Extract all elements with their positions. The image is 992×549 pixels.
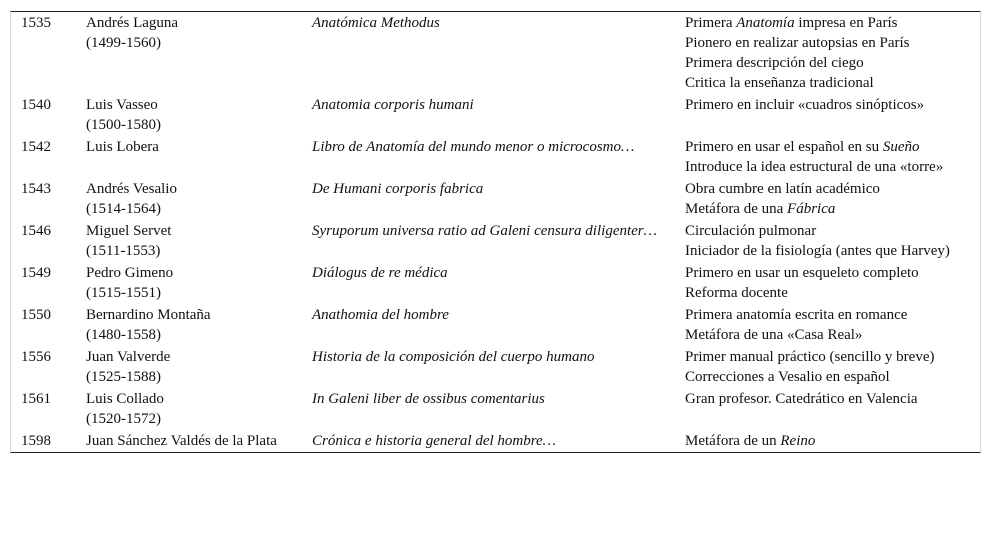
contribution-cell [685,178,980,220]
author-cell [86,94,312,136]
year-cell: 1546 [21,223,51,239]
author-name: Bernardino Montaña [86,307,211,323]
author-dates: (1515-1551) [86,285,161,301]
contribution-line: Metáfora de una Fábrica [685,201,836,217]
contribution-cell [685,304,980,346]
contribution-line: Primero en usar el español en su Sueño [685,139,920,155]
author-dates: (1511-1553) [86,243,161,259]
year-cell: 1598 [21,433,51,449]
contribution-line: Primero en incluir «cuadros sinópticos» [685,97,925,113]
year-cell: 1540 [21,97,51,113]
author-dates: (1514-1564) [86,201,161,217]
author-name: Miguel Servet [86,223,172,239]
contribution-line: Primera Anatomía impresa en París [685,15,898,31]
table-row [11,136,980,178]
year-cell: 1543 [21,181,51,197]
year-cell: 1549 [21,265,51,281]
table-row [11,430,980,452]
author-name: Andrés Vesalio [86,181,177,197]
contribution-line: Gran profesor. Catedrático en Valencia [685,391,918,407]
author-name: Juan Valverde [86,349,171,365]
table-row [11,304,980,346]
author-cell [86,346,312,388]
work-title-cell: Diálogus de re médica [312,265,448,281]
table-row [11,220,980,262]
author-name: Pedro Gimeno [86,265,174,281]
work-title-cell: De Humani corporis fabrica [312,181,484,197]
work-title-cell: Anatómica Methodus [312,15,440,31]
contribution-cell [685,430,980,452]
work-title-cell: Historia de la composición del cuerpo humano [312,349,595,365]
author-cell [86,430,312,452]
contribution-line: Pionero en realizar autopsias en París [685,35,910,51]
author-name: Juan Sánchez Valdés de la Plata [86,433,277,449]
contribution-cell [685,262,980,304]
contribution-cell [685,220,980,262]
contribution-line: Critica la enseñanza tradicional [685,75,874,91]
work-title-cell: Anathomia del hombre [312,307,449,323]
contribution-line: Introduce la idea estructural de una «torre» [685,159,944,175]
work-title-cell: Syruporum universa ratio ad Galeni censura diligenter… [312,223,657,239]
table-row [11,178,980,220]
contribution-line: Iniciador de la fisiología (antes que Harvey) [685,243,950,259]
work-title-cell: Anatomia corporis humani [312,97,474,113]
table-row [11,262,980,304]
table-row [11,94,980,136]
contribution-cell [685,388,980,430]
table-row [11,346,980,388]
year-cell: 1556 [21,349,51,365]
author-dates: (1520-1572) [86,411,161,427]
year-cell: 1561 [21,391,51,407]
author-dates: (1480-1558) [86,327,161,343]
contribution-line: Correcciones a Vesalio en español [685,369,890,385]
author-cell [86,136,312,178]
work-title-cell: Crónica e historia general del hombre… [312,433,557,449]
contribution-line: Primera anatomía escrita en romance [685,307,908,323]
author-cell [86,304,312,346]
contribution-cell [685,12,980,94]
author-cell [86,388,312,430]
work-title-cell: In Galeni liber de ossibus comentarius [312,391,545,407]
table-row [11,12,980,94]
author-cell [86,178,312,220]
anatomy-works-table-container [10,11,981,453]
author-cell [86,262,312,304]
contribution-line: Circulación pulmonar [685,223,817,239]
contribution-cell [685,94,980,136]
contribution-line: Primero en usar un esqueleto completo [685,265,919,281]
contribution-line: Primera descripción del ciego [685,55,864,71]
author-cell [86,220,312,262]
year-cell: 1550 [21,307,51,323]
year-cell: 1535 [21,15,51,31]
author-cell [86,12,312,94]
table-body [11,12,980,452]
author-dates: (1525-1588) [86,369,161,385]
author-dates: (1500-1580) [86,117,161,133]
author-name: Luis Vasseo [86,97,158,113]
table-row [11,388,980,430]
author-name: Luis Collado [86,391,164,407]
contribution-line: Metáfora de una «Casa Real» [685,327,863,343]
author-name: Luis Lobera [86,139,159,155]
author-name: Andrés Laguna [86,15,179,31]
contribution-cell [685,136,980,178]
work-title-cell: Libro de Anatomía del mundo menor o microcosmo… [312,139,635,155]
contribution-line: Metáfora de un Reino [685,433,816,449]
author-dates: (1499-1560) [86,35,161,51]
contribution-line: Primer manual práctico (sencillo y breve) [685,349,935,365]
contribution-cell [685,346,980,388]
contribution-line: Reforma docente [685,285,788,301]
year-cell: 1542 [21,139,51,155]
contribution-line: Obra cumbre en latín académico [685,181,880,197]
anatomy-works-table [11,12,980,452]
